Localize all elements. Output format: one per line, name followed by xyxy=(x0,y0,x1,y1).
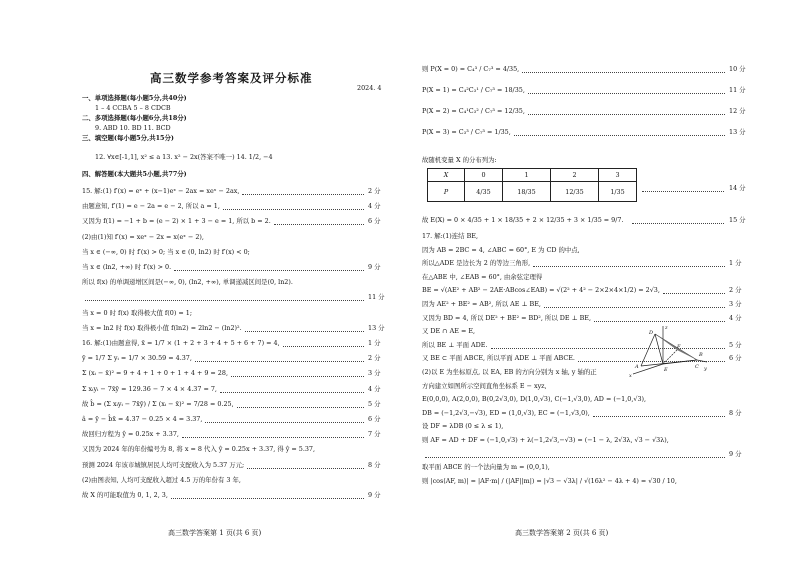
solution-text: 又因为 2024 年的年份编号为 8, 将 x = 8 代入 ŷ = 0.25x + 3.37, 得 ŷ = 5.37, xyxy=(82,445,316,454)
y-axis xyxy=(697,360,707,362)
page-footer: 高三数学答案第 1 页(共 6 页) xyxy=(168,529,262,537)
dot-leader xyxy=(231,376,364,377)
dot-leader xyxy=(171,498,364,499)
table-cell: 18/35 xyxy=(502,182,550,202)
table-cell: 3 xyxy=(599,169,637,182)
dot-leader xyxy=(274,224,364,225)
solution-text: 所以△ADE 是边长为 2 的等边三角形, xyxy=(422,259,531,268)
exam-date: 2024. 4 xyxy=(357,84,382,92)
score-label: 11 分 xyxy=(368,293,385,302)
dot-leader xyxy=(593,416,725,417)
solution-text: Σ (xᵢ − x̄)² = 9 + 4 + 1 + 0 + 1 + 4 + 9 = 28, xyxy=(82,369,228,378)
dot-leader xyxy=(242,194,364,195)
table-header-row xyxy=(428,169,637,182)
figure-edge xyxy=(663,350,677,364)
figure-edge xyxy=(641,334,655,366)
dot-leader xyxy=(205,422,364,423)
label-F: F xyxy=(677,344,681,350)
score-label: 11 分 xyxy=(729,86,746,94)
section-2-heading: 二、多项选择题(每小题6分,共18分) xyxy=(82,114,187,122)
solution-text: 设 DF = λDB (0 ≤ λ ≤ 1), xyxy=(422,422,504,431)
label-C: C xyxy=(695,364,699,370)
solution-text: 取平面 ABCE 的一个法向量为 m = (0,0,1), xyxy=(422,463,550,472)
solution-text: 因为 AE² + BE² = AB², 所以 AE ⊥ BE, xyxy=(422,300,541,308)
table-cell: 12/35 xyxy=(550,182,598,202)
dot-leader xyxy=(182,437,364,438)
dot-leader xyxy=(533,266,725,267)
score-label: 5 分 xyxy=(368,399,381,408)
table-row xyxy=(428,182,637,202)
solution-text: 所以 BE ⊥ 平面 ADE. xyxy=(422,340,488,349)
geometry-figure xyxy=(627,322,709,378)
dot-leader xyxy=(528,93,725,94)
page-title: 高三数学参考答案及评分标准 xyxy=(150,71,313,85)
solution-text: 在△ABE 中, ∠EAB = 60°, 由余弦定理得 xyxy=(422,272,543,281)
dot-leader xyxy=(663,293,725,294)
dot-leader xyxy=(522,72,725,73)
score-label: 4 分 xyxy=(729,313,742,322)
score-label: 3 分 xyxy=(368,369,381,378)
solution-text: 预测 2024 年该市城镇居民人均可支配收入为 5.37 万元; xyxy=(82,460,245,469)
score-label: 6 分 xyxy=(368,217,381,226)
score-label: 5 分 xyxy=(729,340,742,349)
solution-text: ȳ = 1/7 Σ yᵢ = 1/7 × 30.59 = 4.37, xyxy=(82,354,192,363)
score-label: 9 分 xyxy=(729,449,742,458)
dot-leader xyxy=(223,209,364,210)
score-label: 4 分 xyxy=(368,202,381,211)
score-label: 14 分 xyxy=(729,184,746,192)
score-label: 1 分 xyxy=(729,259,742,268)
solution-text: 所以 f(x) 的单调递增区间是(−∞, 0), (ln2, +∞), 单调递减区间是(0, ln2). xyxy=(82,278,293,287)
table-cell: 2 xyxy=(550,169,598,182)
solution-text: 15. 解:(1) f′(x) = eˣ + (x−1)eˣ − 2ax = xeˣ − 2ax, xyxy=(82,187,240,195)
dot-leader xyxy=(544,307,725,308)
table-cell: X xyxy=(428,169,465,182)
score-label: 3 分 xyxy=(729,300,742,308)
score-label: 6 分 xyxy=(729,354,742,363)
solution-text: 故 b̂ = (Σ xᵢyᵢ − 7x̄ȳ) / Σ (xᵢ − x̄)² = 7/28 = 0.25, xyxy=(82,399,234,408)
section-3-heading: 三、填空题(每小题5分,共15分) xyxy=(82,134,174,142)
page-footer: 高三数学答案第 2 页(共 6 页) xyxy=(515,529,609,537)
solution-text: 17. 解:(1)连结 BE, xyxy=(422,232,478,240)
score-label: 9 分 xyxy=(368,491,381,499)
solution-text: 又 DE ∩ AE = E, xyxy=(422,327,476,336)
label-B: B xyxy=(699,352,703,358)
label-E: E xyxy=(664,367,668,373)
solution-text: E(0,0,0), A(2,0,0), B(0,2√3,0), D(1,0,√3), C(−1,√3,0), AD = (−1,0,√3), xyxy=(422,395,647,404)
score-label: 2 分 xyxy=(368,354,381,363)
dot-leader xyxy=(632,223,724,224)
dot-leader xyxy=(85,300,364,301)
solution-text: (2)由图表知, 人均可支配收入超过 4.5 万的年份有 3 年, xyxy=(82,475,241,484)
solution-text: 因为 AB = 2BC = 4, ∠ABC = 60°, E 为 CD 的中点, xyxy=(422,245,580,254)
solution-text: P(X = 3) = C₃³ / C₇³ = 1/35, xyxy=(422,128,511,136)
dot-leader xyxy=(514,135,725,136)
solution-text: 当 x = ln2 时 f(x) 取得极小值 f(ln2) = 2ln2 − (ln2)². xyxy=(82,323,242,332)
score-label: 1 分 xyxy=(368,339,381,347)
score-label: 6 分 xyxy=(368,415,381,423)
score-label: 8 分 xyxy=(729,408,742,417)
section-4-heading: 四、解答题(本大题共5小题,共77分) xyxy=(82,170,187,178)
dot-leader xyxy=(247,468,364,469)
distribution-table xyxy=(427,168,637,202)
solution-text: 又因为 BD = 4, 所以 DE² + BE² = BD², 所以 DE ⊥ BE, xyxy=(422,313,592,322)
score-label: 8 分 xyxy=(368,460,381,469)
section-1-heading: 一、单项选择题(每小题5分,共40分) xyxy=(82,94,187,102)
score-label: 9 分 xyxy=(368,263,381,271)
dot-leader xyxy=(642,191,724,192)
solution-text: (2)以 E 为坐标原点, 以 EA, EB 的方向分别为 x 轴, y 轴的正 xyxy=(422,368,597,376)
distribution-intro: 故随机变量 X 的分布列为: xyxy=(422,156,497,164)
table-cell: 1 xyxy=(502,169,550,182)
solution-text: â = ȳ − b̂x̄ = 4.37 − 0.25 × 4 = 3.37, xyxy=(82,415,203,423)
score-label: 7 分 xyxy=(368,430,381,439)
solution-text: DB = (−1,2√3,−√3), ED = (1,0,√3), EC = (−1,√3,0), xyxy=(422,408,590,417)
score-label: 15 分 xyxy=(729,216,746,224)
figure-edge xyxy=(663,360,697,364)
label-y: y xyxy=(704,366,707,372)
score-label: 2 分 xyxy=(368,187,381,195)
solution-text: BE = √(AE² + AB² − 2AE·ABcos∠EAB) = √(2² + 4² − 2×2×4×1/2) = 2√3, xyxy=(422,286,660,295)
solution-text: 当 x ∈ (ln2, +∞) 时 f′(x) > 0. xyxy=(82,263,172,271)
solution-text: 当 x = 0 时 f(x) 取得极大值 f(0) = 1; xyxy=(82,308,192,317)
score-label: 4 分 xyxy=(368,384,381,393)
score-label: 2 分 xyxy=(729,286,742,295)
solution-text: 方向建立如图所示空间直角坐标系 E − xyz, xyxy=(422,381,547,390)
dot-leader xyxy=(237,407,364,408)
score-label: 10 分 xyxy=(729,65,746,73)
solution-text: P(X = 1) = C₄²C₃¹ / C₇³ = 18/35, xyxy=(422,86,525,94)
solution-text: 16. 解:(1)由题意得, x̄ = 1/7 × (1 + 2 + 3 + 4 + 5 + 6 + 7) = 4, xyxy=(82,339,280,347)
solution-text: (2)由(1)知 f′(x) = xeˣ − 2x = x(eˣ − 2), xyxy=(82,232,204,241)
solution-text: 由题意知, f′(1) = e − 2a = e − 2, 所以 a = 1, xyxy=(82,202,220,211)
table-cell: 1/35 xyxy=(599,182,637,202)
label-x: x xyxy=(629,373,632,378)
dot-leader xyxy=(528,114,725,115)
score-label: 12 分 xyxy=(729,107,746,115)
dot-leader xyxy=(195,361,364,362)
dot-leader xyxy=(220,392,364,393)
solution-text: 则 AF = AD + DF = (−1,0,√3) + λ(−1,2√3,−√3) = (−1 − λ, 2√3λ, √3 − √3λ), xyxy=(422,436,669,444)
score-label: 13 分 xyxy=(729,128,746,136)
score-label: 13 分 xyxy=(368,323,385,332)
solution-text: 又因为 f(1) = −1 + b = (e − 2) × 1 + 3 − e = 1, 所以 b = 2. xyxy=(82,217,271,226)
dot-leader xyxy=(245,331,364,332)
section-2-answers: 9. ABD 10. BD 11. BCD xyxy=(95,124,171,132)
table-cell: 4/35 xyxy=(465,182,503,202)
dot-leader xyxy=(283,346,364,347)
section-3-answers: 12. ∀x∈[-1,1], x² ≤ a 13. x² − 2x(答案不唯一) 14. 1/2, −4 xyxy=(95,153,273,161)
solution-text: Σ xᵢyᵢ − 7x̄ȳ = 129.36 − 7 × 4 × 4.37 = 7, xyxy=(82,384,217,393)
solution-text: P(X = 2) = C₄¹C₃² / C₇³ = 12/35, xyxy=(422,107,525,115)
label-z: z xyxy=(665,325,668,331)
solution-text: 故 X 的可能取值为 0, 1, 2, 3, xyxy=(82,491,168,499)
solution-text: 故回归方程为 ŷ = 0.25x + 3.37, xyxy=(82,430,179,439)
table-cell: 0 xyxy=(465,169,503,182)
solution-text: 又 BE ⊂ 平面 ABCE, 所以平面 ADE ⊥ 平面 ABCE. xyxy=(422,354,575,363)
dot-leader xyxy=(425,457,725,458)
label-A: A xyxy=(635,364,639,370)
expectation-line: 故 E(X) = 0 × 4/35 + 1 × 18/35 + 2 × 12/35 + 3 × 1/35 = 9/7. xyxy=(422,216,624,224)
section-1-answers: 1 – 4 CCBA 5 – 8 CDCB xyxy=(95,104,171,112)
solution-text: 当 x ∈ (−∞, 0) 时 f′(x) > 0; 当 x ∈ (0, ln2) 时 f′(x) < 0; xyxy=(82,247,250,256)
solution-text: 则 P(X = 0) = C₄³ / C₇³ = 4/35, xyxy=(422,65,520,73)
label-D: D xyxy=(649,330,654,336)
table-cell: P xyxy=(428,182,465,202)
dot-leader xyxy=(174,270,364,271)
answer-page-2 xyxy=(397,0,794,561)
solution-text: 则 |cos⟨AF, m⟩| = |AF·m| / (|AF||m|) = |√3 − √3λ| / √(16λ² − 4λ + 4) = √30 / 10, xyxy=(422,476,677,485)
